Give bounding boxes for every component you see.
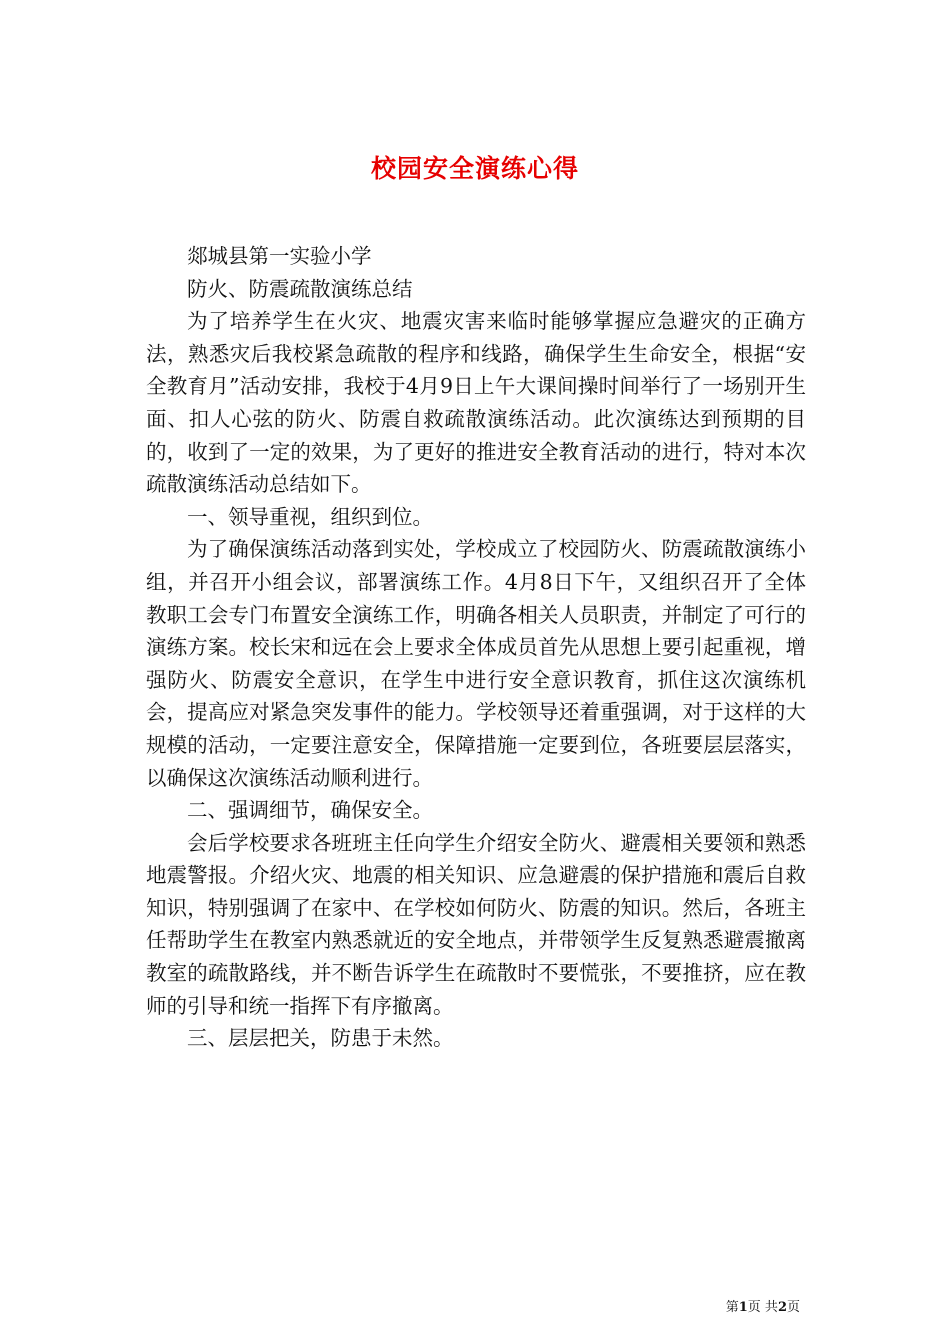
intro-paragraph: 为了培养学生在火灾、地震灾害来临时能够掌握应急避灾的正确方法，熟悉灾后我校紧急疏散的程序和线路，确保学生生命安全，根据“安全教育月”活动安排，我校于4月9日上午大课间操时间举行了一场别开生面、扣人心弦的防火、防震自救疏散演练活动。此次演练达到预期的目的，收到了一定的效果，为了更好的推进安全教育活动的进行，特对本次疏散演练活动总结如下。 [146, 309, 806, 497]
footer-middle: 页 共 [747, 1300, 778, 1315]
document-body [146, 240, 806, 1055]
footer-total-pages: 2 [777, 1300, 787, 1315]
school-name-line: 郯城县第一实验小学 [187, 244, 372, 268]
document-title: 校园安全演练心得 [370, 153, 579, 183]
subtitle-line: 防火、防震疏散演练总结 [187, 276, 413, 301]
section-heading-2: 二、强调细节，确保安全。 [187, 798, 433, 823]
footer-current-page: 1 [738, 1300, 748, 1315]
section-heading-1: 一、领导重视，组织到位。 [187, 504, 433, 529]
section-heading-3: 三、层层把关，防患于未然。 [187, 1026, 454, 1051]
page-number-footer [726, 1296, 800, 1315]
footer-prefix: 第 [725, 1300, 739, 1315]
footer-suffix: 页 [786, 1300, 800, 1315]
section-paragraph-1: 为了确保演练活动落到实处，学校成立了校园防火、防震疏散演练小组，并召开小组会议，部署演练工作。4月8日下午，又组织召开了全体教职工会专门布置安全演练工作，明确各相关人员职责，并制定了可行的演练方案。校长宋和远在会上要求全体成员首先从思想上要引起重视，增强防火、防震安全意识，在学生中进行安全意识教育，抓住这次演练机会，提高应对紧急突发事件的能力。学校领导还着重强调，对于这样的大规模的活动，一定要注意安全，保障措施一定要到位，各班要层层落实，以确保这次演练活动顺利进行。 [146, 537, 806, 790]
section-paragraph-2: 会后学校要求各班班主任向学生介绍安全防火、避震相关要领和熟悉地震警报。介绍火灾、地震的相关知识、应急避震的保护措施和震后自救知识，特别强调了在家中、在学校如何防火、防震的知识。然后，各班主任帮助学生在教室内熟悉就近的安全地点，并带领学生反复熟悉避震撤离教室的疏散路线，并不断告诉学生在疏散时不要慌张，不要推挤，应在教师的引导和统一指挥下有序撤离。 [146, 830, 806, 1018]
